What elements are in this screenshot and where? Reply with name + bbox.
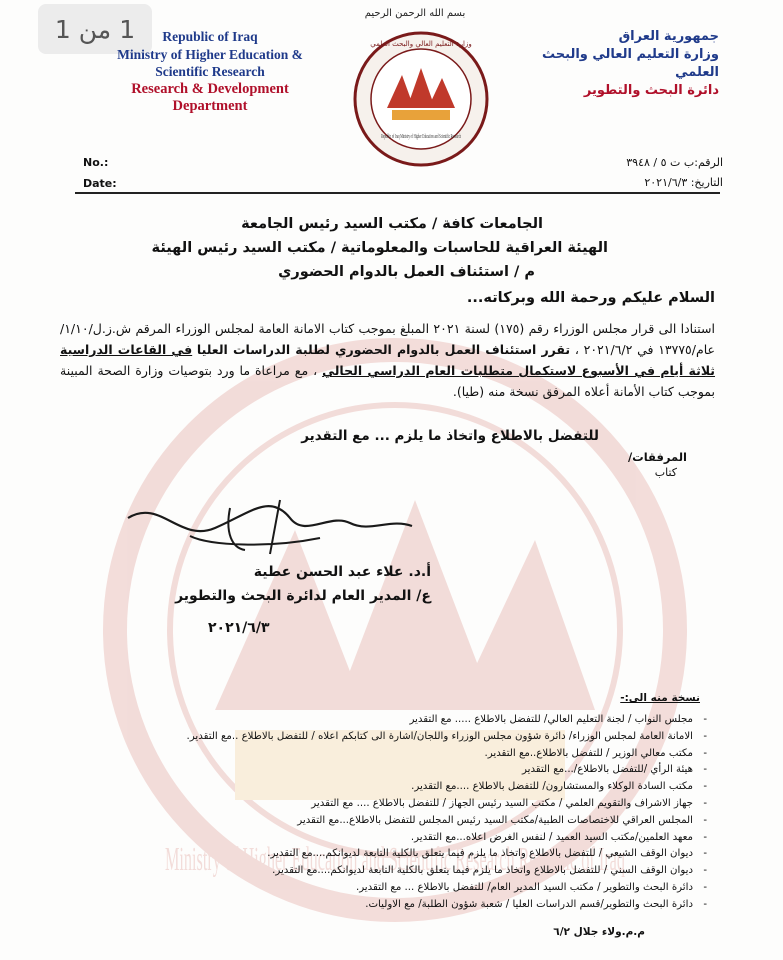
- subject-line: م / استئناف العمل بالدوام الحضوري: [278, 264, 535, 280]
- copies-heading: نسخة منه الى:-: [620, 692, 700, 704]
- ref-date-ar: التاريخ: ٢٠٢١/٦/٣: [644, 176, 723, 189]
- watermark-caption: Ministry of Higher Education and Scientific Research Republic of Iraq: [165, 841, 625, 878]
- letterhead-en-line5: Department: [172, 98, 248, 114]
- letterhead-arabic: [499, 28, 719, 100]
- signature-stroke-2: [190, 500, 320, 554]
- signatory-date: ٢٠٢١/٦/٣: [208, 620, 270, 636]
- body-text-b: تقرر استئناف العمل بالدوام الحضوري لطلبة الدراسات العليا: [196, 342, 571, 357]
- copies-item: - ديوان الوقف السني / للتفضل بالاطلاع واتخاذ ما يلزم فيما يتعلق بالكلية التابعة لديوانكم....مع التقدير.: [73, 863, 713, 880]
- bismillah: بسم الله الرحمن الرحيم: [364, 8, 466, 19]
- copies-item: - معهد العلمين/مكتب السيد العميد / لنفس الغرض اعلاه...مع التقدير.: [73, 830, 713, 847]
- copies-item: - دائرة البحث والتطوير / مكتب السيد المدير العام/ للتفضل بالاطلاع ... مع التقدير.: [73, 880, 713, 897]
- letterhead-en-line4: Research & Development: [131, 80, 289, 97]
- seal-arabic-ring-text: وزارة التعليم العالي والبحث العلمي: [370, 40, 472, 48]
- addressee-line1: الجامعات كافة / مكتب السيد رئيس الجامعة: [241, 216, 543, 232]
- signatory-name: أ.د. علاء عبد الحسن عطية: [253, 564, 431, 580]
- attachments-label: المرفقات/: [627, 450, 687, 464]
- letterhead-ar-line1: جمهورية العراق: [618, 29, 719, 44]
- ministry-seal: [352, 30, 490, 168]
- footer-initials: م.م.ولاء جلال ٦/٢: [553, 926, 645, 938]
- body-text-a: استنادا الى قرار مجلس الوزراء رقم (١٧٥) لسنة ٢٠٢١ المبلغ بموجب كتاب الامانة العامة لمجلس الوزراء المرقم ش.ز.ل/١/١٠/عام/١٣٧٧٥ في ٢٠٢١/٦/٢ ،: [60, 321, 715, 357]
- watermark-shape-right: [455, 540, 595, 710]
- ref-date-label: Date:: [83, 177, 117, 190]
- copies-item: - مكتب معالي الوزير / للتفضل بالاطلاع..مع التقدير.: [73, 746, 713, 763]
- letterhead-ar-line3: دائرة البحث والتطوير: [583, 83, 719, 98]
- copies-item: - مجلس النواب / لجنة التعليم العالي/ للتفضل بالاطلاع ..... مع التقدير: [73, 712, 713, 729]
- page-number: 1: [119, 14, 136, 44]
- copies-item: - هيئة الرأي /للتفضل بالاطلاع/...مع التقدير: [73, 762, 713, 779]
- ref-no-label: No.:: [83, 156, 109, 169]
- signatory-block: [131, 560, 431, 608]
- copies-item: - الامانة العامة لمجلس الوزراء/ دائرة شؤون مجلس الوزراء واللجان/اشارة الى كتابكم اعلاه / للتفضل بالاطلاع ..مع التقدير.: [73, 729, 713, 746]
- page-total: 1: [54, 14, 71, 44]
- letterhead-en-line3: Scientific Research: [155, 64, 265, 79]
- copies-item: - دائرة البحث والتطوير/قسم الدراسات العليا / شعبة شؤون الطلبة/ مع الاوليات.: [73, 897, 713, 914]
- seal-base: [392, 110, 450, 120]
- page-of-word: من: [78, 14, 112, 44]
- letterhead-english: [90, 28, 330, 116]
- signature-stroke-1: [128, 506, 412, 531]
- letterhead-en-line1: Republic of Iraq: [162, 29, 258, 44]
- handwritten-signature: [120, 488, 420, 558]
- copies-item: - جهاز الاشراف والتقويم العلمي / مكتب السيد رئيس الجهاز / للتفضل بالاطلاع .... مع التقدير: [73, 796, 713, 813]
- header-divider: [75, 192, 720, 194]
- body-text-d: ، مع مراعاة ما ورد بتوصيات وزارة الصحة المبينة بموجب كتاب الأمانة أعلاه المرفق نسخة منه (طيا).: [60, 363, 715, 399]
- signatory-title: ع/ المدير العام لدائرة البحث والتطوير: [175, 588, 431, 604]
- copies-item: - ديوان الوقف الشيعي / للتفضل بالاطلاع واتخاذ ما يلزم فيما يتعلق بالكلية التابعة لديوانكم....مع التقدير.: [73, 846, 713, 863]
- letterhead-en-line2: Ministry of Higher Education &: [117, 46, 303, 62]
- ref-number-ar: الرقم:ب ت ٥ / ٣٩٤٨: [626, 156, 723, 169]
- copies-list: [73, 712, 713, 914]
- addressee-line2: الهيئة العراقية للحاسبات والمعلوماتية / مكتب السيد رئيس الهيئة: [151, 240, 608, 256]
- body-text-c: في القاعات الدراسية ثلاثة أيام في الأسبوع لاستكمال متطلبات العام الدراسي الحالي: [60, 342, 716, 378]
- copies-item: - المجلس العراقي للاختصاصات الطبية/مكتب السيد رئيس المجلس للتفضل بالاطلاع...مع التقدير: [73, 813, 713, 830]
- attachment-item: كتاب: [654, 466, 677, 479]
- body-paragraph: [60, 318, 715, 402]
- letterhead-ar-line2: وزارة التعليم العالي والبحث العلمي: [542, 47, 719, 80]
- seal-emblem-text: Republic of Iraq Ministry of Higher Education and Scientific Research: [381, 133, 462, 140]
- closing-line: للتفضل بالاطلاع واتخاذ ما يلزم ... مع التقدير: [301, 428, 599, 444]
- greeting: السلام عليكم ورحمة الله وبركاته...: [466, 290, 715, 306]
- copies-item: - مكتب السادة الوكلاء والمستشارون/ للتفضل بالاطلاع ....مع التقدير.: [73, 779, 713, 796]
